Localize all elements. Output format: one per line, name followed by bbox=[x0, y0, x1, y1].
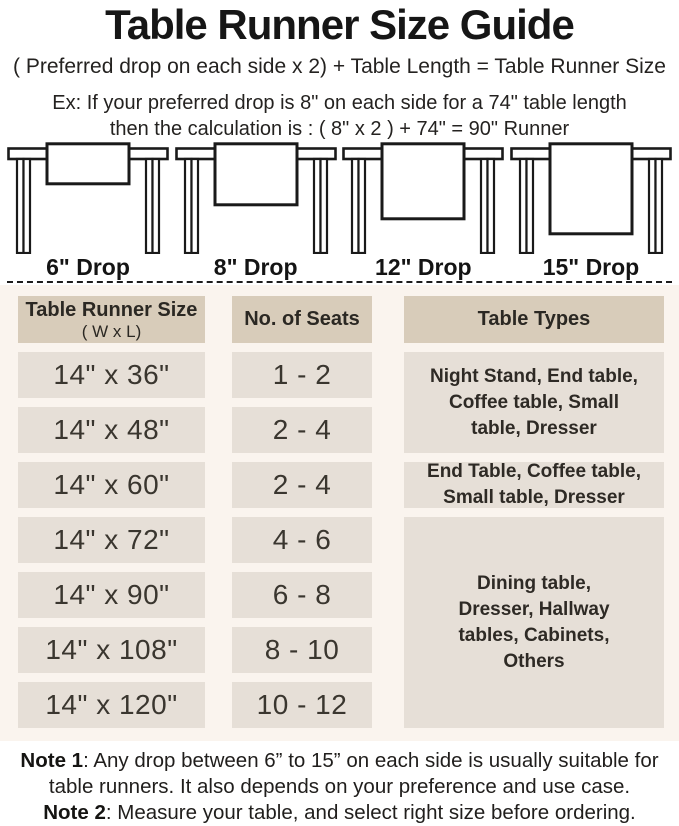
page-title: Table Runner Size Guide bbox=[105, 1, 574, 48]
header-table-types: Table Types bbox=[404, 296, 664, 343]
note-1-line-2: table runners. It also depends on your preference and use case. bbox=[48, 775, 631, 798]
drop-figure-8 bbox=[174, 142, 338, 280]
drop-figure-15 bbox=[509, 142, 673, 280]
runner-rect bbox=[215, 144, 297, 205]
drop-label: 6" Drop bbox=[46, 254, 130, 280]
table-leg bbox=[24, 159, 31, 253]
runner-rect bbox=[382, 144, 464, 219]
seats-cell: 4 - 6 bbox=[232, 517, 372, 563]
drop-label: 15" Drop bbox=[542, 254, 640, 280]
drop-figure-12 bbox=[341, 142, 505, 280]
drop-label: 8" Drop bbox=[213, 254, 298, 280]
drop-figures bbox=[0, 142, 679, 280]
runner-rect bbox=[550, 144, 632, 234]
header-runner-size-sub: ( W x L) bbox=[81, 321, 142, 341]
table-figure-svg bbox=[509, 142, 673, 254]
runner-size-cell: 14" x 108" bbox=[18, 627, 205, 673]
seats-cell: 2 - 4 bbox=[232, 407, 372, 453]
formula-text: ( Preferred drop on each side x 2) + Table Length = Table Runner Size bbox=[13, 55, 666, 78]
runner-size-cell: 14" x 120" bbox=[18, 682, 205, 728]
size-table bbox=[18, 296, 679, 728]
runner-size-cell: 14" x 72" bbox=[18, 517, 205, 563]
seats-cell: 1 - 2 bbox=[232, 352, 372, 398]
dashed-divider bbox=[7, 281, 672, 283]
table-leg bbox=[655, 159, 662, 253]
notes bbox=[0, 741, 679, 826]
example-line-2: then the calculation is : ( 8" x 2 ) + 74" = 90" Runner bbox=[109, 118, 570, 140]
runner-rect bbox=[47, 144, 129, 184]
seats-cell: 2 - 4 bbox=[232, 462, 372, 508]
seats-cell: 6 - 8 bbox=[232, 572, 372, 618]
runner-size-cell: 14" x 48" bbox=[18, 407, 205, 453]
drop-label: 12" Drop bbox=[375, 254, 472, 280]
drop-figure-6 bbox=[6, 142, 170, 280]
table-leg bbox=[488, 159, 495, 253]
table-types-cell: Dining table, Dresser, Hallway tables, Cabinets, Others bbox=[404, 517, 664, 728]
example-line-1: Ex: If your preferred drop is 8" on each side for a 74" table length bbox=[52, 92, 627, 114]
table-leg bbox=[359, 159, 366, 253]
runner-size-cell: 14" x 36" bbox=[18, 352, 205, 398]
table-leg bbox=[320, 159, 327, 253]
note-1-line-1: Note 1: Any drop between 6” to 15” on each side is usually suitable for bbox=[20, 749, 659, 772]
runner-size-cell: 14" x 90" bbox=[18, 572, 205, 618]
seats-cell: 10 - 12 bbox=[232, 682, 372, 728]
size-table-section bbox=[0, 285, 679, 741]
table-figure-svg bbox=[174, 142, 338, 254]
runner-size-cell: 14" x 60" bbox=[18, 462, 205, 508]
table-leg bbox=[191, 159, 198, 253]
table-figure-svg bbox=[6, 142, 170, 254]
table-figure-svg bbox=[341, 142, 505, 254]
table-leg bbox=[153, 159, 160, 253]
table-leg bbox=[526, 159, 533, 253]
header-seats: No. of Seats bbox=[232, 296, 372, 343]
header-runner-size-title: Table Runner Size bbox=[25, 298, 198, 321]
table-types-cell: End Table, Coffee table, Small table, Dresser bbox=[404, 462, 664, 508]
seats-cell: 8 - 10 bbox=[232, 627, 372, 673]
header-runner-size bbox=[18, 296, 205, 343]
note-2: Note 2: Measure your table, and select right size before ordering. bbox=[43, 801, 636, 824]
table-types-cell: Night Stand, End table, Coffee table, Small table, Dresser bbox=[404, 352, 664, 453]
